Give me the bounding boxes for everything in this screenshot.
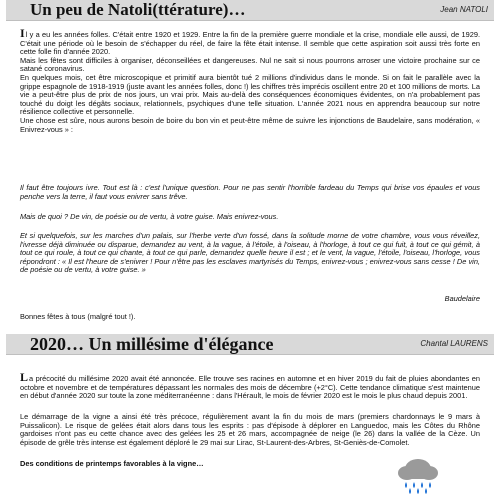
article1-paragraph-3: En quelques mois, cet être microscopique et primitif aura bientôt tué 2 millions d'individus dans le monde. Si on fait le parallèle avec la grippe espagnole de 1918-1919 (juste avant les années folles, donc !) les chiffres très imprécis oscillent entre 20 et 100 millions de morts. La vie a peut-être plus de prix de nos jours, un vrai prix. Mais au-delà des conséquences économiques évidentes, on n'a probablement pas touché du doigt les dégâts sociaux, relationnels, psychiques d'une telle situation. L'année 2021 nous en apprendra beaucoup sur notre résilience collective et personnelle. <box>20 72 480 117</box>
article2-author: Chantal LAURENS <box>420 339 488 348</box>
article2-subheading: Des conditions de printemps favorables à la vigne… <box>20 459 204 468</box>
article1-paragraph-1: Il y a eu les années folles. C'était entre 1920 et 1929. Entre la fin de la première guerre mondiale et la crise, mondiale elle aussi, de 1929. C'était une période où le besoin de s'échapper du réel, de faire la fête était intense. Il semble que cette aspiration soit aussi très forte en cette folle fin d'année 2020. <box>20 26 480 57</box>
article1-title: Un peu de Natoli(ttérature)… <box>30 0 246 19</box>
article1-paragraph-4: Une chose est sûre, nous aurons besoin de boire du bon vin et peut-être même de suivre les injonctions de Baudelaire, sans modération, « Enivrez-vous » : <box>20 115 480 134</box>
article1-paragraph-2: Mais les fêtes sont difficiles à organiser, déconseillées et dangereuses. Nul ne sait si nous pourrons arroser une victoire prochaine sur ce satané coronavirus. <box>20 55 480 74</box>
article1-body <box>20 26 480 134</box>
article2-paragraph-1: La précocité du millésime 2020 avait été annoncée. Elle trouve ses racines en automne et en hiver 2019 du fait de pluies abondantes en octobre et novembre et de températures dépassant les normales des mois de décembre (+2°C). Cette tendance climatique s'est maintenue en début d'année 2020 sur toute la zone méditerranéenne : dans l'Hérault, le mois de février 2020 est le mois le plus chaud depuis 2001. <box>20 370 480 401</box>
dropcap: L <box>20 370 29 384</box>
rain-cloud-icon <box>396 455 440 495</box>
closing-line: Bonnes fêtes à tous (malgré tout !). <box>20 312 136 321</box>
dropcap: I <box>20 26 25 40</box>
article2-body <box>20 370 480 401</box>
quote-signature: Baudelaire <box>444 294 480 303</box>
baudelaire-quote <box>20 184 480 201</box>
article2-header <box>6 334 494 355</box>
article2-title: 2020… Un millésime d'élégance <box>30 334 274 354</box>
quote-paragraph-3: Et si quelquefois, sur les marches d'un palais, sur l'herbe verte d'un fossé, dans la solitude morne de votre chambre, vous vous réveillez, l'ivresse déjà diminuée ou disparue, demandez au vent, à la vague, à l'étoile, à l'oiseau, à l'horloge, à tout ce qui fuit, à tout ce qui gémit, à tout ce qui roule, à tout ce qui chante, à tout ce qui parle, demandez quelle heure il est ; et le vent, la vague, l'étoile, l'oiseau, l'horloge, vous répondront : « Il est l'heure de s'enivrer ! Pour n'être pas les esclaves martyrisés du Temps, enivrez-vous ; enivrez-vous sans cesse ! De vin, de poésie ou de vertu, à votre guise. » <box>20 231 480 275</box>
quote-paragraph-1: Il faut être toujours ivre. Tout est là : c'est l'unique question. Pour ne pas sentir l'horrible fardeau du Temps qui brise vos épaules et vous penche vers la terre, il faut vous enivrer sans trêve. <box>20 183 480 201</box>
quote-paragraph-2: Mais de quoi ? De vin, de poésie ou de vertu, à votre guise. Mais enivrez-vous. <box>20 212 279 221</box>
article1-header <box>6 0 494 21</box>
article1-author: Jean NATOLI <box>440 5 488 14</box>
article2-paragraph-2: Le démarrage de la vigne a ainsi été très précoce, régulièrement avant la fin du mois de mars (premiers chardonnays le 9 mars à Puissalicon). Le risque de gelées était alors dans tous les esprits : pas d'épisode à déplorer en Languedoc, mais les Côtes du Rhône gardoises n'ont pas eu cette chance avec des gelées les 25 et 26 mars, accompagnée de neige (le 26) dans la vallée de la Cèze. Un épisode de grêle très intense est également déploré le 29 mai sur Lirac, St-Laurent-des-Arbres, St-Geniès-de-Comolet. <box>20 412 480 447</box>
